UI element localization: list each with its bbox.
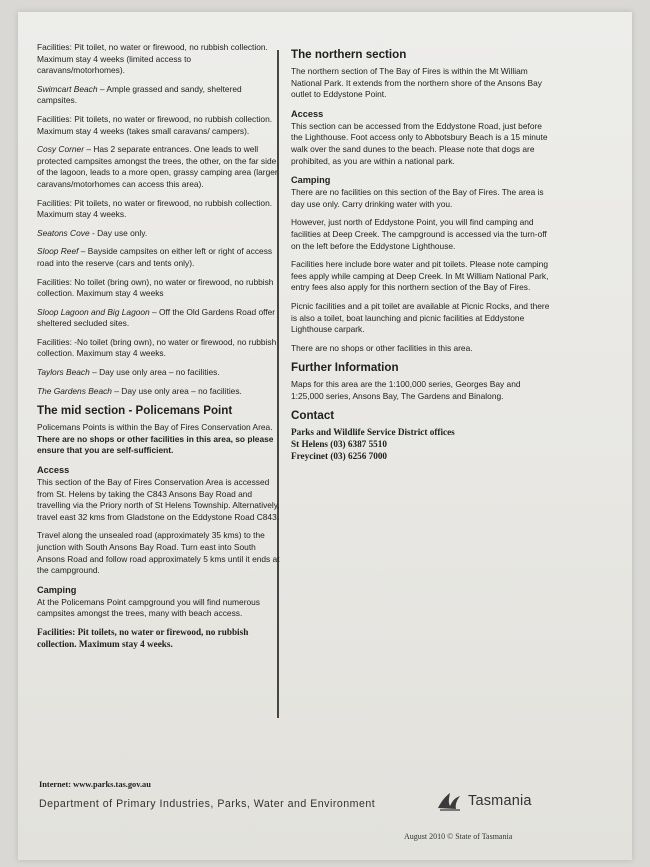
- contact-freycinet: Freycinet (03) 6256 7000: [291, 450, 388, 461]
- right-column: [291, 48, 551, 462]
- facilities-text: Facilities: Pit toilets, no water or firewood, no rubbish collection. Maximum stay 4 weeks (takes small caravans/ campers).: [37, 113, 273, 136]
- camping-paragraph: However, just north of Eddystone Point, you will find camping and facilities at Deep Creek. The campground is accessed via the turn-off on the left before the Eddystone Lighthouse.: [291, 217, 547, 251]
- campsite-description: – Has 2 separate entrances. One leads to well protected campsites amongst the trees, the other, on the far side of the lagoon, leads to a more open, grassy camping area (larger caravans/motorhomes can access this area).: [37, 144, 278, 189]
- facilities-text: Facilities: -No toilet (bring own), no water or firewood, no rubbish collection. Maximum stay 4 weeks.: [37, 336, 277, 359]
- section-heading-mid: The mid section - Policemans Point: [37, 404, 233, 418]
- campsite-seatons-cove: [37, 228, 281, 240]
- facilities-text: Facilities: No toilet (bring own), no water or firewood, no rubbish collection. Maximum stay 4 weeks: [37, 276, 274, 299]
- camping-paragraph: Picnic facilities and a pit toilet are available at Picnic Rocks, and there is also a toilet, boat launching and picnic facilities at Eddystone Lighthouse carpark.: [291, 300, 550, 335]
- subheading-access: Access: [291, 108, 324, 119]
- northern-intro: The northern section of The Bay of Fires is within the Mt William National Park. It extends from the northern shore of the Ansons Bay outlet to Eddystone Point.: [291, 66, 542, 100]
- camping-paragraph: At the Policemans Point campground you will find numerous campsites amongst the trees, many with beach access.: [37, 596, 260, 619]
- further-info-paragraph: Maps for this area are the 1:100,000 series, Georges Bay and 1:25,000 series, Ansons Bay, The Gardens and Binalong.: [291, 379, 521, 401]
- campsite-taylors-beach: [37, 367, 281, 379]
- campsite-description: – Day use only area – no facilities.: [111, 385, 242, 396]
- tasmania-logo-text: Tasmania: [468, 793, 532, 809]
- campsite-name: Sloop Lagoon and Big Lagoon: [37, 306, 150, 317]
- camping-paragraph: There are no shops or other facilities in this area.: [291, 342, 473, 353]
- campsite-description: – Day use only area – no facilities.: [89, 367, 220, 378]
- facilities-text: Facilities: Pit toilet, no water or firewood, no rubbish collection. Maximum stay 4 weeks (limited access to caravans/motorhomes).: [37, 42, 268, 76]
- contact-offices: Parks and Wildlife Service District offices: [291, 427, 455, 438]
- footer-website: Internet: www.parks.tas.gov.au: [39, 780, 151, 789]
- campsite-sloop-reef: [37, 246, 281, 269]
- subheading-access: Access: [37, 465, 70, 476]
- mid-intro: [37, 422, 281, 457]
- campsite-name: Seatons Cove: [37, 227, 90, 238]
- access-paragraph: Travel along the unsealed road (approximately 35 kms) to the junction with South Ansons Bay Road. Turn east into South Ansons Road and follow road approximately 5 kms until it ends at the campground.: [37, 530, 280, 576]
- section-heading-contact: Contact: [291, 409, 335, 423]
- mid-intro-text: Policemans Points is within the Bay of Fires Conservation Area.: [37, 422, 273, 433]
- campsite-name: Sloop Reef: [37, 246, 79, 257]
- campsite-description: – Bayside campsites on either left or right of access road into the reserve (cars and tents only).: [37, 246, 273, 268]
- campsite-name: The Gardens Beach: [37, 385, 112, 396]
- tasmania-logo-icon: [436, 790, 464, 812]
- campsite-swimcart-beach: [37, 84, 281, 107]
- campsite-gardens-beach: [37, 386, 281, 398]
- campsite-name: Taylors Beach: [37, 367, 90, 378]
- campsite-cosy-corner: [37, 144, 281, 190]
- tasmania-logo: [436, 790, 532, 812]
- campsite-description: – Off the Old Gardens Road offer sheltered secluded sites.: [37, 306, 276, 329]
- campsite-name: Swimcart Beach: [37, 83, 98, 94]
- footer-department: Department of Primary Industries, Parks, Water and Environment: [39, 798, 376, 810]
- section-heading-further-info: Further Information: [291, 361, 399, 375]
- facilities-text: Facilities: Pit toilets, no water or firewood, no rubbish collection. Maximum stay 4 weeks.: [37, 197, 273, 220]
- campsite-description: – Ample grassed and sandy, sheltered campsites.: [37, 83, 242, 106]
- camping-paragraph: Facilities here include bore water and pit toilets. Please note camping fees apply while camping at Deep Creek. In Mt William National Park, entry fees also apply for this northern section of the Bay of Fires.: [291, 259, 549, 293]
- campsite-name: Cosy Corner: [37, 144, 85, 155]
- subheading-camping: Camping: [291, 175, 331, 186]
- subheading-camping: Camping: [37, 584, 77, 595]
- contact-st-helens: St Helens (03) 6387 5510: [291, 439, 387, 450]
- facilities-final: Facilities: Pit toilets, no water or firewood, no rubbish collection. Maximum stay 4 weeks.: [37, 626, 249, 649]
- access-paragraph: This section can be accessed from the Eddystone Road, just before the Lighthouse. Foot access only to Abbotsbury Beach is a 15 minute walk over the sand dunes to the beach. Please note that dogs are prohibited, as you are within a national park.: [291, 120, 548, 166]
- campsite-sloop-lagoon: [37, 307, 281, 330]
- camping-paragraph: There are no facilities on this section of the Bay of Fires. The area is day use only. Carry drinking water with you.: [291, 187, 544, 209]
- access-paragraph: This section of the Bay of Fires Conservation Area is accessed from St. Helens by taking the C843 Ansons Bay Road and travelling via the Priory north of St Helens Township. Alternatively, travel east 32 kms from Gladstone on the Eddystone Road C843.: [37, 477, 280, 522]
- left-column: [37, 42, 281, 657]
- footer-copyright: August 2010 © State of Tasmania: [404, 832, 513, 841]
- campsite-description: - Day use only.: [89, 227, 148, 238]
- section-heading-northern: The northern section: [291, 48, 407, 61]
- mid-intro-warning: There are no shops or other facilities in this area, so please ensure that you are self-sufficient.: [37, 433, 274, 456]
